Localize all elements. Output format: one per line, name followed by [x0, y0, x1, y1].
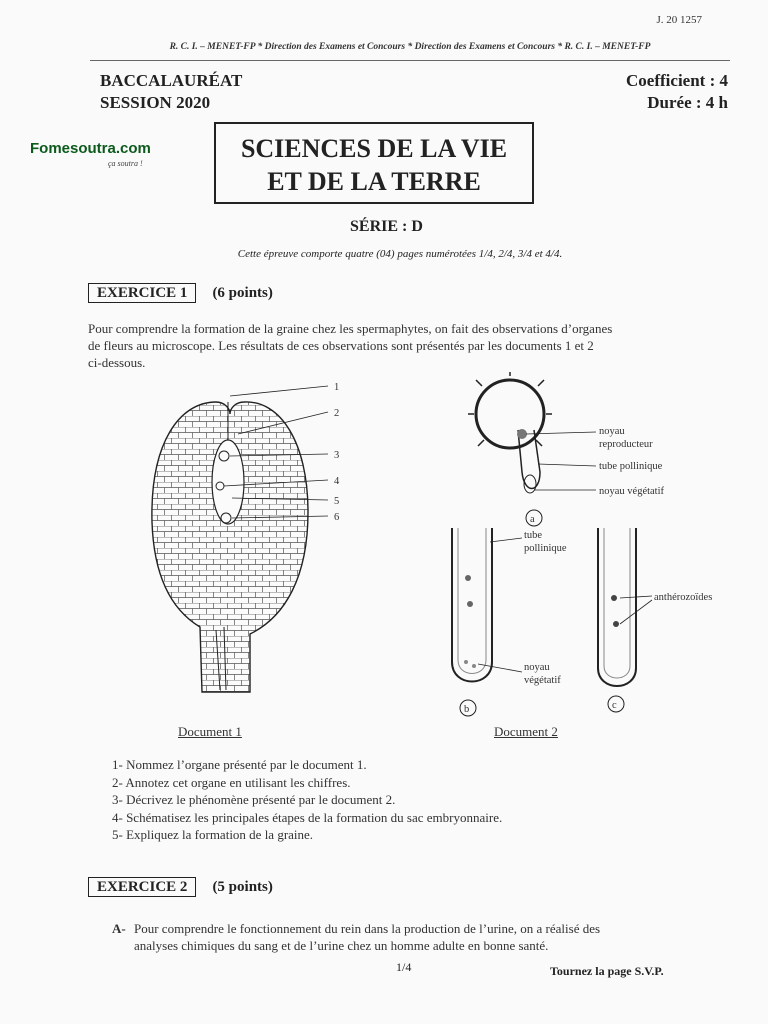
- label-antherozoides: anthérozoïdes: [654, 592, 713, 603]
- question-1: 1- Nommez l’organe présenté par le document 1.: [112, 757, 367, 772]
- label-tube-pollinique-b-2: pollinique: [524, 543, 567, 554]
- exam-session: SESSION 2020: [100, 93, 211, 112]
- doc1-label-3: 3: [334, 450, 340, 461]
- exam-info: [100, 70, 242, 114]
- header-banner: R. C. I. – MENET-FP * Direction des Examens et Concours * Direction des Examens et Concours * R. C. I. – MENET-FP: [169, 42, 651, 52]
- label-noyau-reproducteur-2: reproducteur: [599, 439, 653, 450]
- subject-title-line1: SCIENCES DE LA VIE: [240, 134, 508, 163]
- intro-line: ci-dessous.: [88, 355, 146, 370]
- subject-title-box: [214, 122, 534, 204]
- exercise2-points: (5 points): [212, 879, 273, 895]
- exam-name: BACCALAURÉAT: [100, 71, 243, 90]
- exercise1-questions: [112, 756, 712, 844]
- logo-text: Fomesoutra.com: [30, 140, 151, 157]
- question-2: 2- Annotez cet organe en utilisant les chiffres.: [112, 774, 351, 790]
- pollen-tube-b: [452, 528, 492, 682]
- exercise1-points: (6 points): [212, 285, 273, 301]
- question-4: 4- Schématisez les principales étapes de la formation du sac embryonnaire.: [112, 809, 503, 825]
- exercise1-intro: [88, 320, 728, 371]
- exercise1-label: EXERCICE 1: [88, 283, 196, 303]
- doc1-label-2: 2: [334, 408, 340, 419]
- pages-note: Cette épreuve comporte quatre (04) pages numérotées 1/4, 2/4, 3/4 et 4/4.: [237, 248, 563, 260]
- doc1-label-6: 6: [334, 512, 340, 523]
- doc1-label-1: 1: [334, 382, 340, 393]
- document-code: J. 20 1257: [656, 14, 702, 26]
- page-number: 1/4: [396, 960, 412, 974]
- label-noyau-vegetatif-b-1: noyau: [524, 662, 550, 673]
- logo-tagline: ça soutra !: [108, 159, 143, 168]
- question-5: 5- Expliquez la formation de la graine.: [112, 827, 314, 842]
- document1-caption: Document 1: [178, 724, 242, 739]
- label-c: c: [612, 700, 617, 711]
- document2-caption: Document 2: [494, 724, 558, 739]
- exercise1-heading: [88, 284, 273, 302]
- label-b: b: [464, 704, 470, 715]
- intro-line: Pour comprendre la formation de la graine chez les spermaphytes, on fait des observations d’organes: [88, 321, 613, 336]
- exercise2-heading: [88, 878, 273, 896]
- doc1-label-4: 4: [334, 476, 340, 487]
- partA-line: Pour comprendre le fonctionnement du rein dans la production de l’urine, on a réalisé des: [134, 921, 601, 936]
- intro-line: de fleurs au microscope. Les résultats de ces observations sont présentés par les documents 1 et 2: [88, 338, 594, 353]
- pollen-tube-c: [598, 528, 636, 686]
- header-rule: [90, 60, 730, 61]
- label-tube-pollinique-b-1: tube: [524, 530, 543, 541]
- exercise2-label: EXERCICE 2: [88, 877, 196, 897]
- exam-meta: [626, 70, 728, 114]
- subject-title-line2: ET DE LA TERRE: [267, 167, 481, 196]
- label-noyau-vegetatif-a: noyau végétatif: [599, 486, 665, 497]
- label-noyau-vegetatif-b-2: végétatif: [524, 675, 561, 686]
- document1-diagram: [140, 372, 380, 710]
- partA-line: analyses chimiques du sang et de l’urine chez un homme adulte en bonne santé.: [134, 938, 549, 953]
- turn-page-note: Tournez la page S.V.P.: [550, 964, 664, 978]
- document2-diagram: [430, 372, 760, 718]
- duration: Durée : 4 h: [647, 93, 728, 112]
- label-tube-pollinique-a: tube pollinique: [599, 461, 663, 472]
- question-3: 3- Décrivez le phénomène présenté par le document 2.: [112, 792, 396, 807]
- label-a: a: [530, 514, 535, 525]
- pollen-grain-a: [468, 372, 552, 493]
- doc1-label-5: 5: [334, 496, 340, 507]
- coefficient: Coefficient : 4: [626, 71, 728, 90]
- exercise2-partA: [112, 920, 712, 954]
- label-noyau-reproducteur-1: noyau: [599, 426, 625, 437]
- fomesoutra-logo: [30, 140, 200, 172]
- serie-label: SÉRIE : D: [350, 218, 423, 235]
- partA-letter: A-: [112, 921, 126, 936]
